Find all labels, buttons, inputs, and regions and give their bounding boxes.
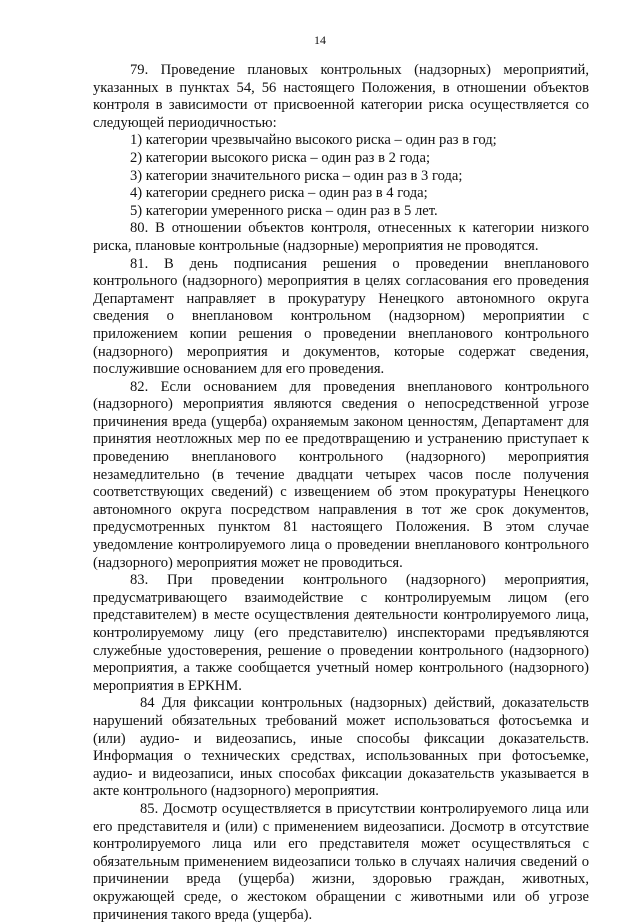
list-item: 1) категории чрезвычайно высокого риска – один раз в год; — [130, 132, 497, 149]
page-number: 14 — [314, 33, 326, 47]
list-item: 4) категории среднего риска – один раз в 4 года; — [130, 185, 428, 202]
paragraph-84: 84 Для фиксации контрольных (надзорных) действий, доказательств нарушений обязательных требований может использоваться фотосъемка и (или) аудио- и видеозапись, иные способы фиксации доказательств. Информация о технических средствах, использованных при фотосъемке, аудио- и видеозаписи, иных способах фиксации доказательств указывается в акте контрольного (надзорного) мероприятия. — [93, 695, 589, 800]
paragraph-80: 80. В отношении объектов контроля, отнесенных к категории низкого риска, плановые контрольные (надзорные) мероприятия не проводятся. — [93, 220, 589, 254]
periodicity-list — [93, 132, 589, 220]
paragraph-81: 81. В день подписания решения о проведении внепланового контрольного (надзорного) мероприятия в целях согласования его проведения Департамент направляет в прокуратуру Ненецкого автономного округа сведения о внеплановом контрольном (надзорном) мероприятии с приложением копии решения о проведении внепланового контрольного (надзорного) мероприятия и документов, которые содержат сведения, послужившие основанием для его проведения. — [93, 255, 589, 378]
paragraph-83: 83. При проведении контрольного (надзорного) мероприятия, предусматривающего взаимодействие с контролируемым лицом (его представителем) в месте осуществления деятельности контролируемого лица, контролируемому лицу (его представителю) инспекторами предъявляются служебные удостоверения, решение о проведении контрольного (надзорного) мероприятия, а также сообщается учетный номер контрольного (надзорного) мероприятия в ЕРКНМ. — [93, 572, 589, 694]
paragraph-82: 82. Если основанием для проведения внепланового контрольного (надзорного) мероприятия являются сведения о непосредственной угрозе причинения вреда (ущерба) охраняемым законом ценностям, Департамент для принятия неотложных мер по ее предотвращению и устранению приступает к проведению внепланового контрольного (надзорного) мероприятия незамедлительно (в течение двадцати четырех часов после получения соответствующих сведений) с извещением об этом прокуратуры Ненецкого автономного округа посредством направления в тот же срок документов, предусмотренных пунктом 81 настоящего Положения. В этом случае уведомление контролируемого лица о проведении внепланового контрольного (надзорного) мероприятия может не проводиться. — [93, 378, 589, 571]
list-item: 5) категории умеренного риска – один раз в 5 лет. — [130, 202, 438, 219]
list-item: 2) категории высокого риска – один раз в 2 года; — [130, 149, 431, 166]
paragraph-79: 79. Проведение плановых контрольных (надзорных) мероприятий, указанных в пунктах 54, 56 настоящего Положения, в отношении объектов контроля в зависимости от присвоенной категории риска осуществляется со следующей периодичностью: — [93, 62, 589, 131]
paragraph-85: 85. Досмотр осуществляется в присутствии контролируемого лица или его представителя и (или) с применением видеозаписи. Досмотр в отсутствие контролируемого лица или его представителя может осуществляться с обязательным применением видеозаписи только в случаях наличия сведений о причинении вреда (ущерба) жизни, здоровью граждан, животных, окружающей среде, о жестоком обращении с животными или об угрозе причинения такого вреда (ущерба). — [93, 800, 589, 923]
document-body — [93, 62, 589, 924]
list-item: 3) категории значительного риска – один раз в 3 года; — [130, 167, 463, 184]
